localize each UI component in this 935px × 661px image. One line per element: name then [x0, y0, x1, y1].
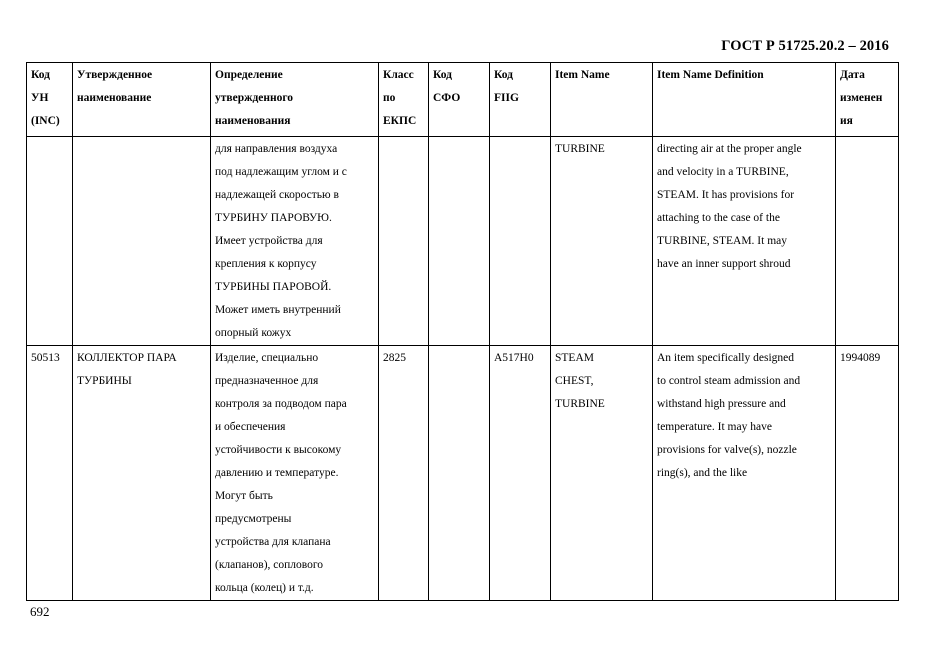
cell-text-line: STEAM — [555, 352, 594, 364]
cell-text-line: Класс — [383, 69, 414, 81]
table-header-row — [27, 63, 899, 137]
cell-text-line: опорный кожух — [215, 327, 292, 339]
header-change-date — [836, 63, 899, 137]
cell-text-line: withstand high pressure and — [657, 398, 786, 410]
cell-text-line: для направления воздуха — [215, 143, 338, 155]
cell-text-line: ring(s), and the like — [657, 467, 748, 479]
cell-text-line: attaching to the case of the — [657, 212, 780, 224]
cell-text-line: по — [383, 92, 396, 104]
cell-text-line: Может иметь внутренний — [215, 304, 341, 316]
cell-text-line: Код — [31, 69, 51, 81]
cell-date — [836, 137, 899, 346]
cell-text-line: and velocity in a TURBINE, — [657, 166, 789, 178]
cell-text-line: предназначенное для — [215, 375, 319, 387]
cell-text-line: to control steam admission and — [657, 375, 801, 387]
cell-definition-ru — [211, 137, 379, 346]
cell-text-line: provisions for valve(s), nozzle — [657, 444, 797, 456]
cell-text-line: Код — [433, 69, 453, 81]
cell-text-line: крепления к корпусу — [215, 258, 317, 270]
cell-approved-name — [73, 137, 211, 346]
cell-text-line: ТУРБИНУ ПАРОВУЮ. — [215, 212, 332, 224]
cell-text-line: Изделие, специально — [215, 352, 319, 364]
header-sfo-code — [429, 63, 490, 137]
cell-item-name-definition — [653, 346, 836, 601]
cell-item-name-definition — [653, 137, 836, 346]
cell-fiig — [490, 137, 551, 346]
cell-text-line: TURBINE, STEAM. It may — [657, 235, 788, 247]
cell-text-line: FIIG — [494, 92, 519, 104]
cell-text-line: 2825 — [383, 352, 406, 364]
document-code: ГОСТ Р 51725.20.2 – 2016 — [721, 38, 889, 54]
cell-text-line: КОЛЛЕКТОР ПАРА — [77, 352, 177, 364]
cell-text-line: наименование — [77, 92, 152, 104]
cell-approved-name — [73, 346, 211, 601]
header-fiig-code — [490, 63, 551, 137]
cell-text-line: изменен — [840, 92, 883, 104]
cell-text-line: CHEST, — [555, 375, 594, 387]
cell-text-line: Дата — [840, 69, 865, 81]
cell-text-line: давлению и температуре. — [215, 467, 339, 479]
cell-class — [379, 137, 429, 346]
cell-item-name — [551, 346, 653, 601]
cell-text-line: и обеспечения — [215, 421, 286, 433]
cell-text-line: предусмотрены — [215, 513, 292, 525]
cell-text-line: ТУРБИНЫ — [77, 375, 132, 387]
cell-text-line: Определение — [215, 69, 283, 81]
cell-fiig — [490, 346, 551, 601]
cell-class — [379, 346, 429, 601]
cell-text-line: temperature. It may have — [657, 421, 772, 433]
cell-date — [836, 346, 899, 601]
catalog-table — [26, 62, 899, 601]
cell-text-line: наименования — [215, 115, 291, 127]
cell-text-line: (клапанов), соплового — [215, 559, 324, 571]
cell-text-line: TURBINE — [555, 398, 605, 410]
cell-text-line: Item Name Definition — [657, 69, 764, 81]
cell-sfo — [429, 346, 490, 601]
header-item-name — [551, 63, 653, 137]
cell-text-line: 50513 — [31, 352, 60, 364]
cell-text-line: устойчивости к высокому — [215, 444, 342, 456]
cell-text-line: Item Name — [555, 69, 610, 81]
header-inc — [27, 63, 73, 137]
cell-text-line: STEAM. It has provisions for — [657, 189, 795, 201]
cell-inc — [27, 137, 73, 346]
cell-definition-ru — [211, 346, 379, 601]
cell-inc — [27, 346, 73, 601]
cell-text-line: кольца (колец) и т.д. — [215, 582, 314, 594]
cell-text-line: контроля за подводом пара — [215, 398, 347, 410]
cell-text-line: TURBINE — [555, 143, 605, 155]
cell-text-line: Могут быть — [215, 490, 273, 502]
table-row — [27, 346, 899, 601]
cell-text-line: под надлежащим углом и с — [215, 166, 347, 178]
cell-text-line: Код — [494, 69, 514, 81]
cell-text-line: ТУРБИНЫ ПАРОВОЙ. — [215, 281, 332, 293]
header-item-name-definition — [653, 63, 836, 137]
cell-text-line: устройства для клапана — [215, 536, 331, 548]
cell-text-line: СФО — [433, 92, 461, 104]
cell-text-line: A517H0 — [494, 352, 534, 364]
cell-text-line: (INC) — [31, 115, 60, 127]
header-class — [379, 63, 429, 137]
cell-text-line: Имеет устройства для — [215, 235, 323, 247]
cell-text-line: надлежащей скоростью в — [215, 189, 339, 201]
cell-text-line: Утвержденное — [77, 69, 153, 81]
header-definition-ru — [211, 63, 379, 137]
page-number: 692 — [30, 604, 50, 619]
cell-text-line: An item specifically designed — [657, 352, 795, 364]
cell-text-line: ЕКПС — [383, 115, 417, 127]
cell-text-line: УН — [31, 92, 49, 104]
table-row — [27, 137, 899, 346]
header-approved-name — [73, 63, 211, 137]
cell-item-name — [551, 137, 653, 346]
cell-text-line: утвержденного — [215, 92, 294, 104]
cell-text-line: ия — [840, 115, 853, 127]
cell-text-line: have an inner support shroud — [657, 258, 791, 270]
cell-text-line: 1994089 — [840, 352, 881, 364]
cell-sfo — [429, 137, 490, 346]
cell-text-line: directing air at the proper angle — [657, 143, 802, 155]
